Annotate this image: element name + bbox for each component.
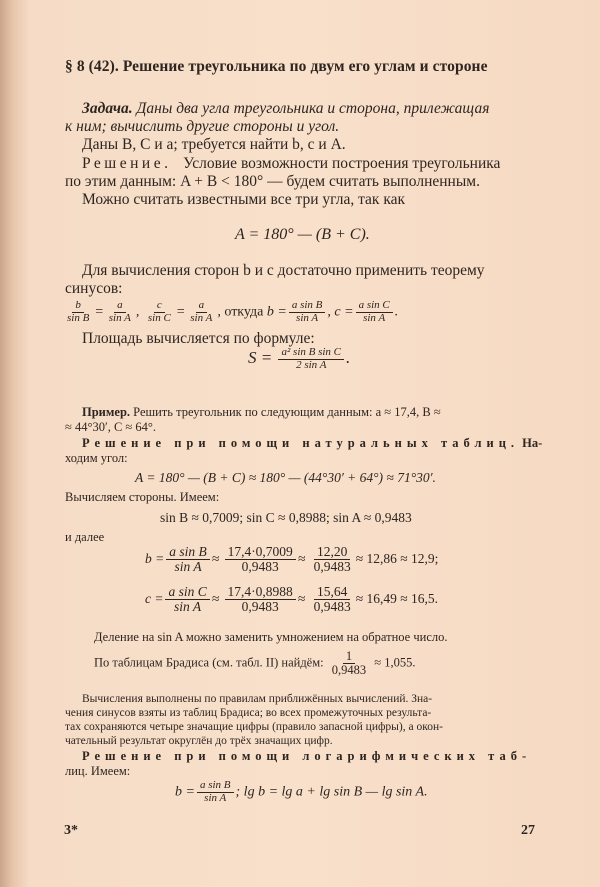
fraction: $\frac{12,20}{0,9483}$: [313, 544, 351, 575]
fraction: $\frac{17,4\cdot 0,8988}{0,9483}$: [225, 585, 296, 614]
fraction: $\frac{1}{0,9483}$: [331, 649, 367, 678]
signature-mark: 3*: [64, 823, 78, 838]
c-calc: c = $\frac{\text{a sin C}}{\text{sin A}}$ ≈ $\frac{17,4\cdot 0,8988}{0,9483}$ ≈ $\frac{15,64}{0,9483}$ ≈ 16,49 ≈ 16,5.: [145, 584, 439, 615]
angle-calc: A = 180° — (B + C) ≈ 180° — (44°30′ + 64°) ≈ 71°30′.: [135, 470, 436, 485]
example-line-1: [82, 405, 441, 420]
remark-line: чения синусов взяты из таблиц Брадиса; во всех промежуточных результа-: [65, 707, 432, 719]
page-number: 27: [521, 823, 535, 838]
solution-line-2: по этим данным: A + B < 180° — будем считать выполненным.: [65, 173, 480, 190]
sines-intro-1: Для вычисления сторон b и c достаточно применить теорему: [82, 262, 485, 279]
log-rest: ; lg b = lg a + lg sin B — lg sin A.: [235, 784, 428, 800]
b-result: ≈ 12,86 ≈ 12,9;: [355, 550, 439, 566]
area-lhs: S =: [248, 347, 273, 367]
b-lhs: b =: [266, 304, 287, 320]
fraction: $\frac{c}{\text{sin C}}$: [147, 299, 171, 324]
log-formula: [175, 780, 428, 804]
fraction: $\frac{a}{\text{sin A}}$: [190, 299, 213, 324]
natural-label: Решение при помощи натуральных таблиц.: [82, 436, 520, 450]
solution-line-3: Можно считать известными все три угла, так как: [82, 191, 406, 208]
section-title: § 8 (42). Решение треугольника по двум его углам и стороне: [65, 58, 488, 75]
law-of-sines: $\frac{b}{\text{sin B}}$ = $\frac{a}{\text{sin A}}$ , $\frac{c}{\text{sin C}}$ = $\frac{a}{\text{sin A}}$ , откуда b = $\frac{\text{a sin B}}{\text{sin A}}$ , c = $\frac{\text{a sin C}}{\text{sin A}}$ .: [62, 300, 398, 324]
fraction: $\frac{17,4\cdot 0,7009}{0,9483}$: [225, 545, 296, 574]
sides-intro: Вычисляем стороны. Имеем:: [65, 490, 220, 504]
further: и далее: [65, 530, 105, 544]
task-line-2: к ним; вычислить другие стороны и угол.: [65, 118, 340, 135]
log-lhs: b =: [175, 784, 195, 800]
remarks: [65, 692, 535, 748]
natural-cont: На-: [522, 436, 543, 450]
fraction: $\frac{\text{a sin C}}{\text{sin A}}$: [356, 300, 393, 324]
log-line-2: лиц. Имеем:: [65, 764, 131, 778]
c-lhs: c =: [145, 590, 164, 606]
bradis-result: ≈ 1,055.: [374, 655, 416, 670]
fraction: $\frac{a}{\text{sin A}}$: [108, 299, 131, 324]
fraction: $\frac{\text{a sin B}}{\text{sin A}}$: [197, 780, 234, 804]
fraction: $\frac{\text{a sin C}}{\text{sin A}}$: [165, 585, 209, 614]
c-lhs: c =: [334, 304, 354, 320]
formula-angle: A = 180° — (B + C).: [235, 226, 370, 243]
remark-line: тах сохраняются четыре значащие цифры (правило запасной цифры), а окон-: [65, 721, 443, 733]
fraction: $\frac{b}{\text{sin B}}$: [67, 299, 90, 324]
remark-line: Вычисления выполнены по правилам приближённых вычислений. Зна-: [82, 693, 433, 705]
example-line-2: ≈ 44°30′, C ≈ 64°.: [65, 420, 157, 434]
division-note: Деление на sin A можно заменить умножением на обратное число.: [94, 630, 448, 644]
solution-line-1: [82, 155, 500, 173]
fraction: $\frac{15,64}{0,9483}$: [313, 584, 351, 615]
whence-word: откуда: [224, 304, 264, 320]
fraction: $\frac{\text{a sin B}}{\text{sin A}}$: [166, 545, 210, 574]
task-line-1: [82, 100, 552, 118]
b-calc: b = $\frac{\text{a sin B}}{\text{sin A}}$ ≈ $\frac{17,4\cdot 0,7009}{0,9483}$ ≈ $\frac{12,20}{0,9483}$ ≈ 12,86 ≈ 12,9;: [145, 544, 439, 575]
solution-text-1: Условие возможности построения треугольника: [183, 155, 501, 172]
area-formula: S = $\frac{\text{a² sin B sin C}}{\text{2 sin A}}$ .: [248, 346, 351, 371]
c-result: ≈ 16,49 ≈ 16,5.: [355, 590, 439, 606]
fraction: $\frac{\text{a sin B}}{\text{sin A}}$: [289, 300, 326, 324]
log-label: Решение при помощи логарифмических таб-: [82, 749, 532, 763]
task-label: Задача.: [82, 100, 133, 117]
example-line-4: ходим угол:: [65, 451, 128, 465]
example-label: Пример.: [82, 405, 131, 419]
sines-values: sin B ≈ 0,7009; sin C ≈ 0,8988; sin A ≈ 0,9483: [160, 510, 412, 525]
example-line-3: [82, 436, 542, 451]
given-line: Даны B, C и a; требуется найти b, c и A.: [82, 136, 346, 153]
solution-label: Решение.: [82, 155, 172, 172]
example-text-1: Решить треугольник по следующим данным: a ≈ 17,4, B ≈: [133, 405, 441, 419]
b-lhs: b =: [145, 550, 165, 566]
area-intro: Площадь вычисляется по формуле:: [82, 330, 315, 347]
remark-line: чательный результат округлён до трёх значащих цифр.: [65, 735, 333, 747]
sines-intro-2: синусов:: [65, 280, 123, 297]
bradis-line: [94, 650, 416, 677]
task-text-1: Даны два угла треугольника и сторона, прилежащая: [136, 100, 490, 117]
bradis-note: По таблицам Брадиса (см. табл. II) найдём:: [94, 655, 324, 670]
fraction: $\frac{\text{a² sin B sin C}}{\text{2 sin A}}$: [278, 347, 344, 371]
